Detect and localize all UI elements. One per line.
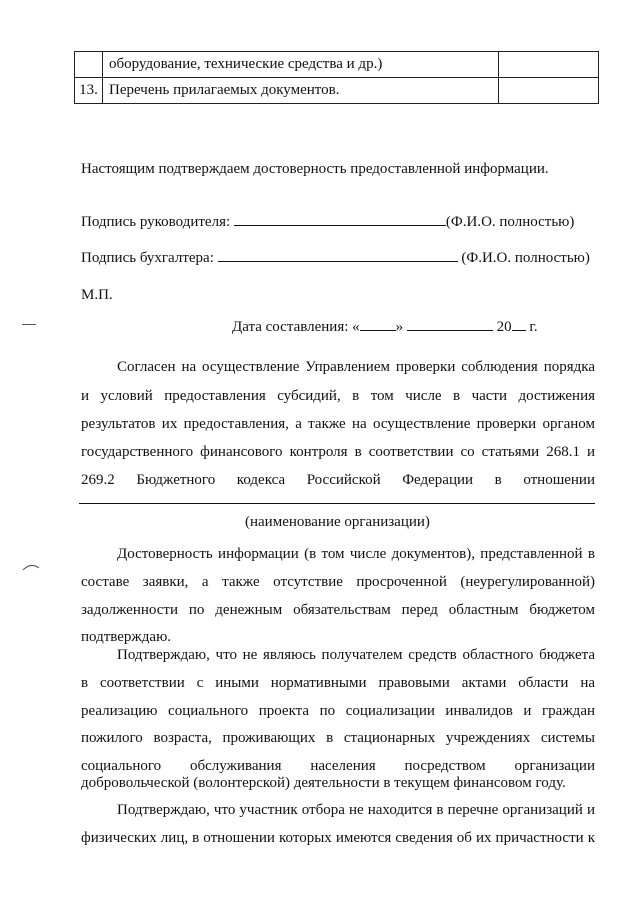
table-row xyxy=(75,78,599,104)
signature-head-suffix: (Ф.И.О. полностью) xyxy=(445,214,575,230)
not-recipient-line: Подтверждаю, что не являюсь получателем средств областного бюджета xyxy=(117,647,595,663)
signature-accountant-blank xyxy=(218,247,458,262)
consent-line: 269.2 Бюджетного кодекса Российской Федерации в отношении xyxy=(81,472,595,488)
reliability-line: Достоверность информации (в том числе документов), представленной в xyxy=(117,546,595,562)
table-row xyxy=(75,52,599,78)
row-number: 13. xyxy=(75,78,103,104)
not-listed-line: Подтверждаю, что участник отбора не находится в перечне организаций и xyxy=(117,802,595,818)
not-recipient-line: в соответствии с иными нормативными правовыми актами области на xyxy=(81,675,595,691)
organization-name-blank xyxy=(79,503,595,504)
date-year-blank xyxy=(512,316,526,331)
signature-head-blank xyxy=(234,211,446,226)
date-month-blank xyxy=(407,316,493,331)
row-value xyxy=(499,78,599,104)
organization-caption: (наименование организации) xyxy=(245,514,430,530)
consent-line: результатов их предоставления, а также на осуществление проверки органом xyxy=(81,416,595,432)
date-day-blank xyxy=(360,316,396,331)
reliability-line: составе заявки, а также отсутствие просроченной (неурегулированной) xyxy=(81,574,595,590)
stamp-label: М.П. xyxy=(81,287,113,303)
date-label: Дата составления: « xyxy=(232,319,360,335)
date-line xyxy=(232,316,538,337)
scan-mark xyxy=(22,561,40,571)
scan-mark xyxy=(22,324,36,325)
reliability-line: задолженности по денежным обязательствам перед областным бюджетом xyxy=(81,602,595,618)
signature-accountant-suffix: (Ф.И.О. полностью) xyxy=(461,250,590,266)
signature-accountant-line xyxy=(81,247,590,268)
consent-line: и условий предоставления субсидий, в том числе в части достижения xyxy=(81,388,595,404)
row-value xyxy=(499,52,599,78)
row-text: оборудование, технические средства и др.) xyxy=(103,52,499,78)
signature-accountant-label: Подпись бухгалтера: xyxy=(81,250,214,266)
document-table xyxy=(74,51,599,104)
row-number xyxy=(75,52,103,78)
signature-head-line xyxy=(81,211,574,232)
not-recipient-line: реализацию социального проекта по социализации инвалидов и граждан xyxy=(81,703,595,719)
date-year-suffix: г. xyxy=(525,319,538,335)
not-recipient-line: социального обслуживания населения посредством организации xyxy=(81,758,595,774)
confirm-statement: Настоящим подтверждаем достоверность предоставленной информации. xyxy=(81,161,549,177)
consent-line: государственного финансового контроля в соответствии со статьями 268.1 и xyxy=(81,444,595,460)
reliability-last-line: подтверждаю. xyxy=(81,629,172,645)
not-recipient-line: пожилого возраста, проживающих в стационарных учреждениях системы xyxy=(81,730,595,746)
consent-line: Согласен на осуществление Управлением проверки соблюдения порядка xyxy=(117,359,595,375)
date-close-quote: » xyxy=(395,319,404,335)
not-listed-line: физических лиц, в отношении которых имеются сведения об их причастности к xyxy=(81,830,595,846)
signature-head-label: Подпись руководителя: xyxy=(81,214,231,230)
date-year-prefix: 20 xyxy=(496,319,512,335)
not-recipient-last-line: добровольческой (волонтерской) деятельности в текущем финансовом году. xyxy=(81,775,566,791)
row-text: Перечень прилагаемых документов. xyxy=(103,78,499,104)
